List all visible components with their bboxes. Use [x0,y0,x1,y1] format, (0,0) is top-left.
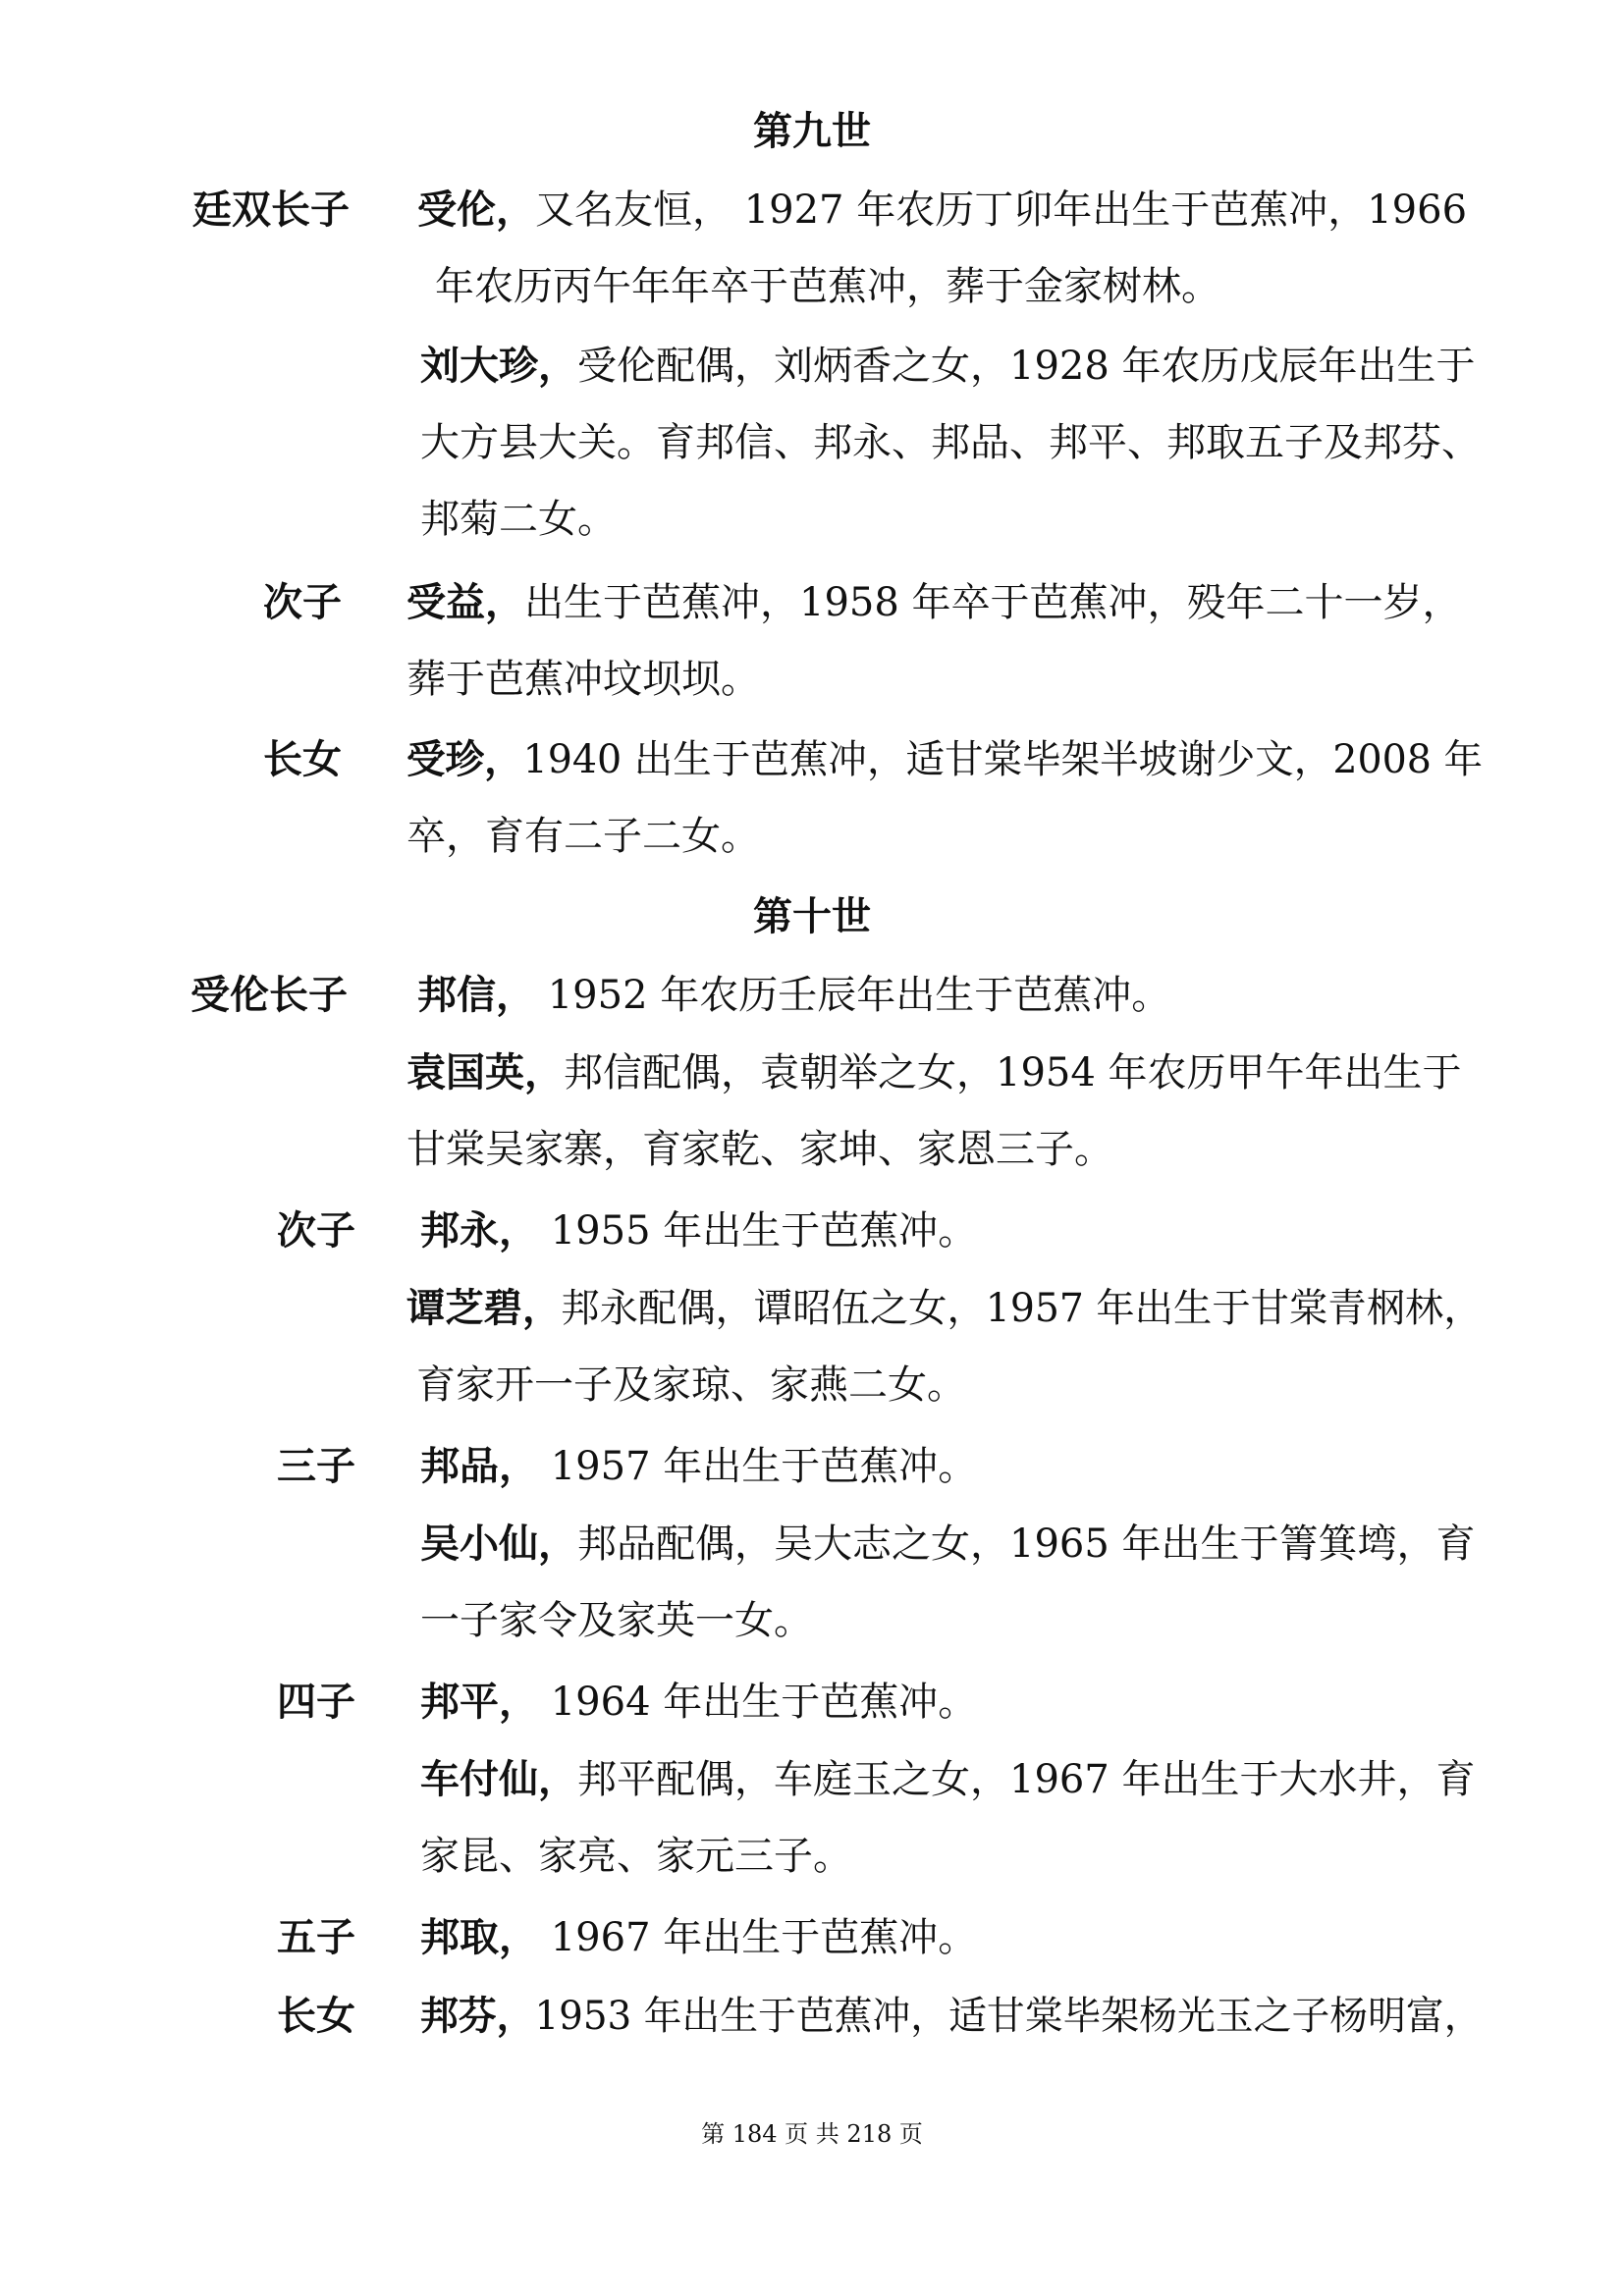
entry-line [420,1193,977,1269]
entry-text: 1957 年出生于芭蕉冲。 [538,1444,978,1489]
entry-text: 1952 年农历壬辰年出生于芭蕉冲。 [535,973,1171,1018]
person-name: 吴小仙， [420,1521,577,1567]
entry-line [420,481,1481,558]
relation-label: 四子 [277,1679,355,1725]
entry-line [406,798,1495,875]
entry-line [406,1347,1501,1423]
entry-text: 1967 年出生于芭蕉冲。 [538,1915,978,1960]
entry-line [417,172,1467,248]
person-name: 车付仙， [420,1756,577,1802]
entry-line [406,721,1483,798]
entry-line [406,564,1462,641]
person-name: 邦品， [420,1443,538,1489]
entry-text: 受伦配偶，刘炳香之女，1928 年农历戊辰年出生于 [577,344,1476,389]
entry-text: 育家开一子及家琼、家燕二女。 [416,1362,966,1408]
entry-line [420,404,1481,481]
entry-text: 年农历丙午年年卒于芭蕉冲，葬于金家树林。 [435,264,1220,309]
entry-bangqu [420,1899,977,1976]
entry-line [417,957,1170,1034]
entry-text: 1955 年出生于芭蕉冲。 [538,1208,978,1254]
relation-label: 次子 [263,579,342,625]
entry-line [406,1035,1462,1111]
entry-text: 邦品配偶，吴大志之女，1965 年出生于箐箕塆，育 [577,1522,1476,1567]
entry-line [420,1978,1483,2055]
entry-bangping [420,1664,977,1740]
person-name: 袁国英， [406,1049,564,1095]
person-name: 受伦， [417,187,535,233]
person-name: 谭芝碧， [406,1285,562,1331]
entry-wuxiaoxian [420,1506,1476,1659]
entry-text: 1940 出生于芭蕉冲，适甘棠毕架半坡谢少文，2008 年 [522,737,1484,782]
entry-text: 又名友恒， 1927 年农历丁卯年出生于芭蕉冲，1966 [535,187,1468,233]
entry-text: 出生于芭蕉冲，1958 年卒于芭蕉冲，殁年二十一岁， [524,580,1462,625]
entry-text: 邦信配偶，袁朝举之女，1954 年农历甲午年出生于 [564,1050,1462,1095]
entry-line [420,1664,977,1740]
person-name: 邦信， [417,972,535,1018]
entry-text: 卒，育有二子二女。 [406,814,760,859]
entry-shouyi [406,564,1462,718]
entry-tanzhibi [406,1270,1501,1423]
person-name: 受益， [406,579,524,625]
entry-line [406,641,1462,718]
entry-line [420,1899,977,1976]
relation-label: 受伦长子 [190,972,348,1018]
entry-text: 大方县大关。育邦信、邦永、邦品、邦平、邦取五子及邦芬、 [420,420,1481,465]
entry-line [420,1582,1476,1659]
entry-text: 1964 年出生于芭蕉冲。 [538,1680,978,1725]
relation-label: 长女 [263,736,342,782]
entry-line [417,248,1467,325]
entry-bangpin [420,1428,977,1505]
entry-line [406,1111,1462,1188]
entry-text: 葬于芭蕉冲坟坝坝。 [406,657,760,702]
person-name: 邦平， [420,1679,538,1725]
entry-bangyong [420,1193,977,1269]
person-name: 受珍， [406,736,523,782]
entry-yuanguoying [406,1035,1462,1188]
relation-label: 长女 [277,1993,355,2039]
entry-line [420,1741,1476,1818]
entry-text: 1953 年出生于芭蕉冲，适甘棠毕架杨光玉之子杨明富， [534,1994,1483,2039]
entry-liudazhen [420,328,1481,558]
entry-text: 一子家令及家英一女。 [420,1598,813,1643]
entry-chefuxian [420,1741,1476,1895]
entry-bangxin [417,957,1170,1034]
entry-text: 甘棠吴家寨，育家乾、家坤、家恩三子。 [406,1127,1113,1172]
entry-line [420,1506,1476,1582]
person-name: 刘大珍， [420,343,577,389]
entry-shoulun [417,172,1467,325]
relation-label: 五子 [277,1914,355,1960]
entry-text: 邦平配偶，车庭玉之女，1967 年出生于大水井，育 [577,1757,1476,1802]
entry-shouzhen [406,721,1495,875]
entry-line [420,1428,977,1505]
entry-bangfen [420,1978,1515,2055]
entry-text: 邦永配偶，谭昭伍之女，1957 年出生于甘棠青㭎林， [561,1286,1483,1331]
person-name: 邦永， [420,1207,538,1254]
entry-line [406,1270,1483,1347]
relation-label: 次子 [277,1207,355,1254]
generation-heading-9: 第九世 [753,108,871,154]
entry-text: 家昆、家亮、家元三子。 [420,1834,852,1879]
relation-label: 廷双长子 [192,187,350,233]
entry-line [420,1818,1476,1895]
person-name: 邦芬， [420,1993,535,2039]
person-name: 邦取， [420,1914,538,1960]
entry-line [420,328,1481,404]
generation-heading-10: 第十世 [753,893,871,939]
relation-label: 三子 [277,1443,355,1489]
entry-text: 邦菊二女。 [420,497,617,542]
page-footer: 第 184 页 共 218 页 [701,2120,923,2148]
